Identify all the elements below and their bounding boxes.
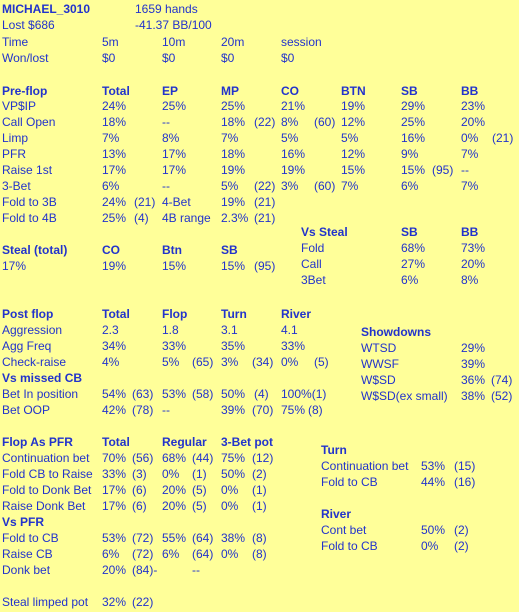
vs-steal-call-sb: 27% bbox=[401, 257, 426, 271]
fold3b-label: Fold to 3B bbox=[2, 195, 57, 209]
fold-to-cb-3bet-count: (8) bbox=[252, 531, 267, 545]
raise-cb-label: Raise CB bbox=[2, 547, 53, 561]
bb-per-100: -41.37 BB/100 bbox=[135, 18, 212, 32]
pfr-bb: 7% bbox=[461, 147, 479, 161]
raise1st-sb: 15% bbox=[401, 163, 426, 177]
hands-count: 1659 hands bbox=[135, 2, 198, 16]
raise-donk-3bet-count: (1) bbox=[252, 499, 267, 513]
donk-bet-total-count: (84)- bbox=[132, 563, 158, 577]
callopen-total: 18% bbox=[102, 115, 127, 129]
callopen-co: 8% bbox=[281, 115, 299, 129]
raise-cb-3bet: 0% bbox=[221, 547, 239, 561]
checkraise-total: 4% bbox=[102, 355, 120, 369]
vs-missed-cb-title: Vs missed CB bbox=[2, 371, 83, 385]
limp-bb-count: (21) bbox=[492, 131, 514, 145]
river-fold-cb-count: (2) bbox=[454, 539, 469, 553]
turn-fold-cb-count: (16) bbox=[454, 475, 476, 489]
fold-donk-3bet: 0% bbox=[221, 483, 239, 497]
fold-donk-regular: 20% bbox=[162, 483, 187, 497]
fold-donk-total-count: (6) bbox=[132, 483, 147, 497]
vpip-mp: 25% bbox=[221, 99, 246, 113]
time-session: session bbox=[281, 35, 322, 49]
limp-mp: 7% bbox=[221, 131, 239, 145]
wtsd-label: WTSD bbox=[361, 341, 397, 355]
checkraise-label: Check-raise bbox=[2, 355, 67, 369]
wwsf-value: 39% bbox=[461, 357, 486, 371]
checkraise-river-count: (5) bbox=[314, 355, 329, 369]
bet-oop-turn-count: (70) bbox=[252, 403, 274, 417]
steal-btn: 15% bbox=[162, 259, 187, 273]
raise-donk-total-count: (6) bbox=[132, 499, 147, 513]
vs-steal-header-sb: SB bbox=[401, 225, 418, 239]
threebet-label: 3-Bet bbox=[2, 179, 31, 193]
fourbet-value: 19% bbox=[221, 195, 246, 209]
limp-sb: 16% bbox=[401, 131, 426, 145]
fold-to-cb-3bet: 38% bbox=[221, 531, 246, 545]
bet-ip-flop: 53% bbox=[162, 387, 187, 401]
vs-steal-3bet-bb: 8% bbox=[461, 273, 479, 287]
wonlost-10m: $0 bbox=[162, 51, 176, 65]
limp-ep: 8% bbox=[162, 131, 180, 145]
vs-steal-3bet-sb: 6% bbox=[401, 273, 419, 287]
bet-ip-flop-count: (58) bbox=[192, 387, 214, 401]
limp-label: Limp bbox=[2, 131, 29, 145]
flop-pfr-header-regular: Regular bbox=[162, 435, 207, 449]
threebet-mp-count: (22) bbox=[254, 179, 276, 193]
vs-steal-call-bb: 20% bbox=[461, 257, 486, 271]
fold4b-label: Fold to 4B bbox=[2, 211, 57, 225]
cbet-regular-count: (44) bbox=[192, 451, 214, 465]
vpip-sb: 29% bbox=[401, 99, 426, 113]
steal-header-co: CO bbox=[102, 243, 120, 257]
cbet-total-count: (56) bbox=[132, 451, 154, 465]
fold-donk-3bet-count: (1) bbox=[252, 483, 267, 497]
aggfreq-label: Agg Freq bbox=[2, 339, 52, 353]
fold-to-cb-total: 53% bbox=[102, 531, 127, 545]
bet-ip-turn: 50% bbox=[221, 387, 246, 401]
river-cbet-value: 50% bbox=[421, 523, 446, 537]
aggression-river: 4.1 bbox=[281, 323, 298, 337]
limp-bb: 0% bbox=[461, 131, 479, 145]
bet-oop-turn: 39% bbox=[221, 403, 246, 417]
postflop-header-river: River bbox=[281, 307, 312, 321]
raise-donk-regular: 20% bbox=[162, 499, 187, 513]
threebet-sb: 6% bbox=[401, 179, 419, 193]
aggression-flop: 1.8 bbox=[162, 323, 179, 337]
river-cbet-count: (2) bbox=[454, 523, 469, 537]
callopen-ep: -- bbox=[162, 115, 170, 129]
turn-fold-cb-label: Fold to CB bbox=[321, 475, 378, 489]
raise1st-mp: 19% bbox=[221, 163, 246, 177]
fourbet-count: (21) bbox=[254, 195, 276, 209]
turn-cbet-label: Continuation bet bbox=[321, 459, 409, 473]
fold-cb-raise-3bet-count: (2) bbox=[252, 467, 267, 481]
steal-sb: 15% bbox=[221, 259, 246, 273]
wsd-ex-small-count: (52) bbox=[491, 389, 513, 403]
turn-cbet-count: (15) bbox=[454, 459, 476, 473]
aggfreq-flop: 33% bbox=[162, 339, 187, 353]
wsd-ex-small-value: 38% bbox=[461, 389, 486, 403]
steal-sb-count: (95) bbox=[254, 259, 276, 273]
postflop-title: Post flop bbox=[2, 307, 54, 321]
bet-ip-river: 100%(1) bbox=[281, 387, 327, 401]
fold-cb-raise-regular-count: (1) bbox=[192, 467, 207, 481]
postflop-header-total: Total bbox=[102, 307, 130, 321]
bet-oop-total: 42% bbox=[102, 403, 127, 417]
checkraise-turn-count: (34) bbox=[252, 355, 274, 369]
callopen-co-count: (60) bbox=[314, 115, 336, 129]
bet-ip-total-count: (63) bbox=[132, 387, 154, 401]
wsd-count: (74) bbox=[491, 373, 513, 387]
bet-ip-turn-count: (4) bbox=[254, 387, 269, 401]
bet-oop-total-count: (78) bbox=[132, 403, 154, 417]
vs-steal-fold-sb: 68% bbox=[401, 241, 426, 255]
raise-donk-label: Raise Donk Bet bbox=[2, 499, 86, 513]
turn-fold-cb-value: 44% bbox=[421, 475, 446, 489]
raise-cb-regular: 6% bbox=[162, 547, 180, 561]
callopen-label: Call Open bbox=[2, 115, 56, 129]
river-fold-cb-value: 0% bbox=[421, 539, 439, 553]
wsd-value: 36% bbox=[461, 373, 486, 387]
wsd-label: W$SD bbox=[361, 373, 396, 387]
threebet-co-count: (60) bbox=[314, 179, 336, 193]
lost-amount: Lost $686 bbox=[2, 18, 55, 32]
river-title: River bbox=[321, 507, 352, 521]
raise-cb-total: 6% bbox=[102, 547, 120, 561]
aggression-total: 2.3 bbox=[102, 323, 119, 337]
wsd-ex-small-label: W$SD(ex small) bbox=[361, 389, 448, 403]
callopen-btn: 12% bbox=[341, 115, 366, 129]
turn-cbet-value: 53% bbox=[421, 459, 446, 473]
fold-cb-raise-total: 33% bbox=[102, 467, 127, 481]
aggression-label: Aggression bbox=[2, 323, 63, 337]
time-5m: 5m bbox=[102, 35, 119, 49]
threebet-ep: -- bbox=[162, 179, 170, 193]
donk-bet-label: Donk bet bbox=[2, 563, 51, 577]
raise-donk-3bet: 0% bbox=[221, 499, 239, 513]
raise-donk-regular-count: (5) bbox=[192, 499, 207, 513]
fold4b-value: 25% bbox=[102, 211, 127, 225]
vs-steal-fold-label: Fold bbox=[301, 241, 325, 255]
checkraise-flop-count: (65) bbox=[192, 355, 214, 369]
vpip-bb: 23% bbox=[461, 99, 486, 113]
checkraise-flop: 5% bbox=[162, 355, 180, 369]
vpip-co: 21% bbox=[281, 99, 306, 113]
preflop-header-bb: BB bbox=[461, 84, 479, 98]
donk-bet-total: 20% bbox=[102, 563, 127, 577]
bet-ip-label: Bet In position bbox=[2, 387, 79, 401]
vpip-label: VP$IP bbox=[2, 99, 37, 113]
aggfreq-turn: 35% bbox=[221, 339, 246, 353]
threebet-co: 3% bbox=[281, 179, 299, 193]
aggfreq-total: 34% bbox=[102, 339, 127, 353]
cbet-total: 70% bbox=[102, 451, 127, 465]
raise1st-bb: -- bbox=[461, 163, 469, 177]
preflop-title: Pre-flop bbox=[2, 84, 48, 98]
fold-cb-raise-total-count: (3) bbox=[132, 467, 147, 481]
callopen-sb: 25% bbox=[401, 115, 426, 129]
fourbet-range-value: 2.3% bbox=[221, 211, 249, 225]
vpip-ep: 25% bbox=[162, 99, 187, 113]
steal-header-btn: Btn bbox=[162, 243, 182, 257]
fold-to-cb-regular-count: (64) bbox=[192, 531, 214, 545]
pfr-btn: 12% bbox=[341, 147, 366, 161]
raise1st-sb-count: (95) bbox=[432, 163, 454, 177]
pfr-label: PFR bbox=[2, 147, 26, 161]
cbet-3bet-count: (12) bbox=[252, 451, 274, 465]
steal-limped-value: 32% bbox=[102, 595, 127, 609]
steal-title: Steal (total) bbox=[2, 243, 68, 257]
fold-donk-label: Fold to Donk Bet bbox=[2, 483, 92, 497]
time-20m: 20m bbox=[221, 35, 245, 49]
threebet-mp: 5% bbox=[221, 179, 239, 193]
steal-total: 17% bbox=[2, 259, 27, 273]
donk-bet-3bet: -- bbox=[192, 563, 200, 577]
fold-donk-regular-count: (5) bbox=[192, 483, 207, 497]
pfr-sb: 9% bbox=[401, 147, 419, 161]
wonlost-label: Won/lost bbox=[2, 51, 49, 65]
flop-pfr-header-total: Total bbox=[102, 435, 130, 449]
fold-cb-raise-3bet: 50% bbox=[221, 467, 246, 481]
vs-steal-fold-bb: 73% bbox=[461, 241, 486, 255]
vs-pfr-title: Vs PFR bbox=[2, 515, 45, 529]
raise1st-ep: 17% bbox=[162, 163, 187, 177]
callopen-mp-count: (22) bbox=[254, 115, 276, 129]
vs-steal-call-label: Call bbox=[301, 257, 322, 271]
river-cbet-label: Cont bet bbox=[321, 523, 367, 537]
cbet-regular: 68% bbox=[162, 451, 187, 465]
flop-pfr-header-3bet: 3-Bet pot bbox=[221, 435, 273, 449]
fold-to-cb-label: Fold to CB bbox=[2, 531, 59, 545]
callopen-mp: 18% bbox=[221, 115, 246, 129]
player-name: MICHAEL_3010 bbox=[2, 2, 91, 16]
fourbet-range-label: 4B range bbox=[162, 211, 211, 225]
raise-donk-total: 17% bbox=[102, 499, 127, 513]
wwsf-label: WWSF bbox=[361, 357, 399, 371]
limp-total: 7% bbox=[102, 131, 120, 145]
bet-oop-river-count: (8) bbox=[308, 403, 323, 417]
raise1st-label: Raise 1st bbox=[2, 163, 53, 177]
raise-cb-regular-count: (64) bbox=[192, 547, 214, 561]
aggression-turn: 3.1 bbox=[221, 323, 238, 337]
fold4b-count: (4) bbox=[134, 211, 149, 225]
fold-donk-total: 17% bbox=[102, 483, 127, 497]
raise-cb-total-count: (72) bbox=[132, 547, 154, 561]
fold3b-value: 24% bbox=[102, 195, 127, 209]
callopen-bb: 20% bbox=[461, 115, 486, 129]
steal-header-sb: SB bbox=[221, 243, 238, 257]
preflop-header-mp: MP bbox=[221, 84, 239, 98]
checkraise-turn: 3% bbox=[221, 355, 239, 369]
pfr-mp: 18% bbox=[221, 147, 246, 161]
vs-steal-title: Vs Steal bbox=[301, 225, 348, 239]
steal-limped-count: (22) bbox=[132, 595, 154, 609]
time-10m: 10m bbox=[162, 35, 186, 49]
raise1st-total: 17% bbox=[102, 163, 127, 177]
pfr-co: 16% bbox=[281, 147, 306, 161]
aggfreq-river: 33% bbox=[281, 339, 306, 353]
checkraise-river: 0% bbox=[281, 355, 299, 369]
raise1st-btn: 15% bbox=[341, 163, 366, 177]
wonlost-20m: $0 bbox=[221, 51, 235, 65]
flop-pfr-title: Flop As PFR bbox=[2, 435, 73, 449]
wtsd-value: 29% bbox=[461, 341, 486, 355]
preflop-header-ep: EP bbox=[162, 84, 179, 98]
pfr-ep: 17% bbox=[162, 147, 187, 161]
bet-oop-flop: -- bbox=[162, 403, 170, 417]
vs-steal-header-bb: BB bbox=[461, 225, 479, 239]
showdowns-title: Showdowns bbox=[361, 325, 431, 339]
raise1st-co: 19% bbox=[281, 163, 306, 177]
fold3b-count: (21) bbox=[134, 195, 156, 209]
fold-cb-raise-label: Fold CB to Raise bbox=[2, 467, 93, 481]
threebet-total: 6% bbox=[102, 179, 120, 193]
vpip-btn: 19% bbox=[341, 99, 366, 113]
wonlost-session: $0 bbox=[281, 51, 295, 65]
bet-oop-label: Bet OOP bbox=[2, 403, 51, 417]
preflop-header-sb: SB bbox=[401, 84, 418, 98]
threebet-bb: 7% bbox=[461, 179, 479, 193]
vs-steal-3bet-label: 3Bet bbox=[301, 273, 326, 287]
pfr-total: 13% bbox=[102, 147, 127, 161]
cbet-label: Continuation bet bbox=[2, 451, 90, 465]
wonlost-5m: $0 bbox=[102, 51, 116, 65]
fold-cb-raise-regular: 0% bbox=[162, 467, 180, 481]
preflop-header-btn: BTN bbox=[341, 84, 366, 98]
river-fold-cb-label: Fold to CB bbox=[321, 539, 378, 553]
limp-co: 5% bbox=[281, 131, 299, 145]
raise-cb-3bet-count: (8) bbox=[252, 547, 267, 561]
fourbet-range-count: (21) bbox=[254, 211, 276, 225]
time-label: Time bbox=[2, 35, 29, 49]
bet-ip-total: 54% bbox=[102, 387, 127, 401]
preflop-header-co: CO bbox=[281, 84, 299, 98]
fourbet-label: 4-Bet bbox=[162, 195, 191, 209]
fold-to-cb-regular: 55% bbox=[162, 531, 187, 545]
steal-co: 19% bbox=[102, 259, 127, 273]
postflop-header-flop: Flop bbox=[162, 307, 188, 321]
cbet-3bet: 75% bbox=[221, 451, 246, 465]
bet-oop-river: 75% bbox=[281, 403, 306, 417]
fold-to-cb-total-count: (72) bbox=[132, 531, 154, 545]
vpip-total: 24% bbox=[102, 99, 127, 113]
steal-limped-label: Steal limped pot bbox=[2, 595, 89, 609]
threebet-btn: 7% bbox=[341, 179, 359, 193]
limp-btn: 5% bbox=[341, 131, 359, 145]
postflop-header-turn: Turn bbox=[221, 307, 247, 321]
turn-title: Turn bbox=[321, 443, 347, 457]
preflop-header-total: Total bbox=[102, 84, 130, 98]
